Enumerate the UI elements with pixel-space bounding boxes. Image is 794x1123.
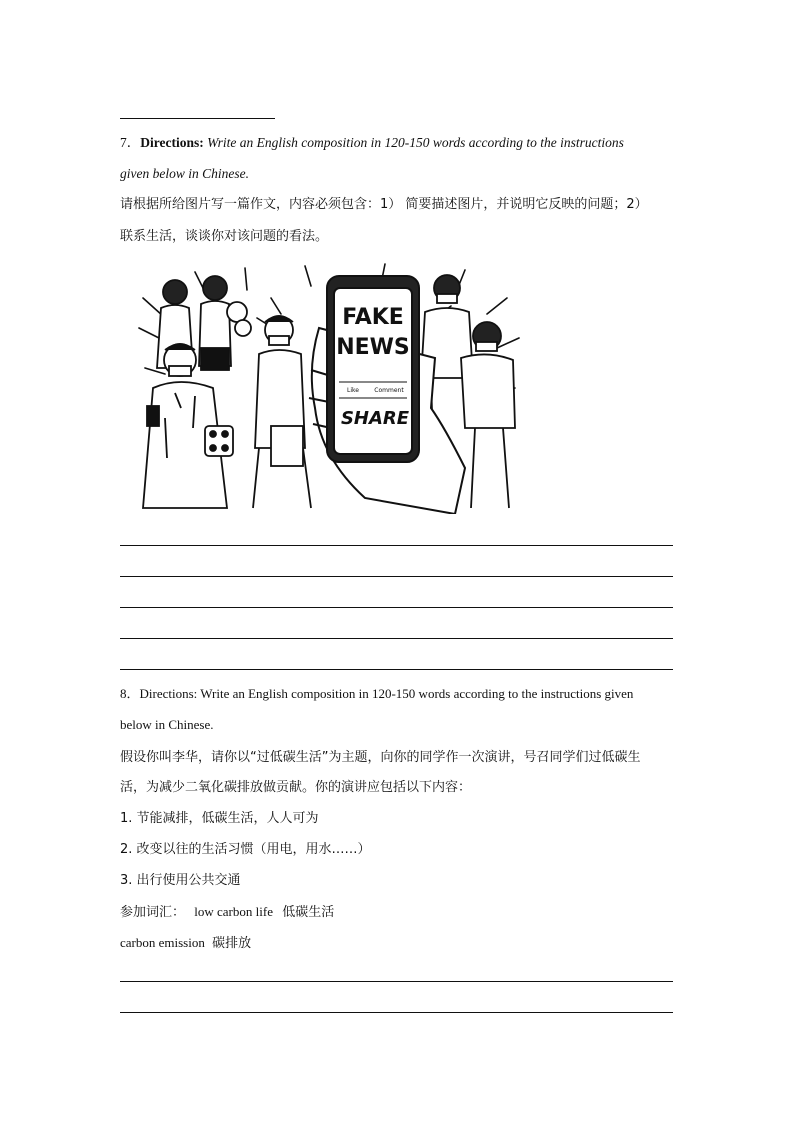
answer-line[interactable] (120, 576, 673, 577)
answer-line[interactable] (120, 607, 673, 608)
q8-item-3: 3. 出行使用公共交通 (120, 873, 241, 888)
q8-item-1: 1. 节能减排，低碳生活，人人可为 (120, 811, 319, 826)
answer-line[interactable] (120, 638, 673, 639)
q7-directions-text: Write an English composition in 120-150 words according to the instructions (207, 135, 624, 150)
vocab-1-english: low carbon life (194, 904, 273, 919)
q7-directions-line-2: given below in Chinese. (120, 166, 249, 181)
phone-share-text: SHARE (340, 408, 410, 429)
q8-chinese-instructions-1: 假设你叫李华，请你以“过低碳生活”为主题，向你的同学作一次演讲，号召同学们过低碳生 (120, 750, 641, 765)
q8-item-2: 2. 改变以往的生活习惯（用电，用水……） (120, 842, 371, 857)
vocab-label: 参加词汇： (120, 905, 186, 920)
vocab-2-english: carbon emission (120, 935, 205, 950)
answer-line[interactable] (120, 1012, 673, 1013)
q8-vocab-line-2 (120, 933, 251, 954)
q7-number: 7． (120, 135, 141, 150)
q7-chinese-instructions-1: 请根据所给图片写一篇作文，内容必须包含：1） 简要描述图片，并说明它反映的问题；2） (120, 197, 648, 212)
q7-directions-line-1 (120, 133, 624, 153)
q8-directions-line-2: below in Chinese. (120, 717, 214, 732)
vocab-1-chinese: 低碳生活 (282, 905, 335, 920)
phone-like-text: Like (347, 387, 359, 394)
phone-fake-text: FAKE (342, 305, 404, 330)
q7-chinese-instructions-2: 联系生活，谈谈你对该问题的看法。 (120, 229, 329, 244)
q8-vocab-line-1 (120, 902, 334, 923)
answer-line[interactable] (120, 981, 673, 982)
phone-comment-text: Comment (374, 387, 404, 394)
fake-news-illustration (135, 258, 527, 514)
answer-line[interactable] (120, 669, 673, 670)
q8-directions-line-1: 8．Directions: Write an English composition in 120-150 words according to the instructions given (120, 686, 634, 701)
q7-directions-label: Directions: (140, 135, 204, 150)
top-divider (120, 118, 275, 119)
answer-line[interactable] (120, 545, 673, 546)
q8-chinese-instructions-2: 活，为减少二氧化碳排放做贡献。你的演讲应包括以下内容： (120, 780, 472, 795)
phone-news-text: NEWS (336, 335, 410, 360)
vocab-2-chinese: 碳排放 (212, 936, 252, 951)
